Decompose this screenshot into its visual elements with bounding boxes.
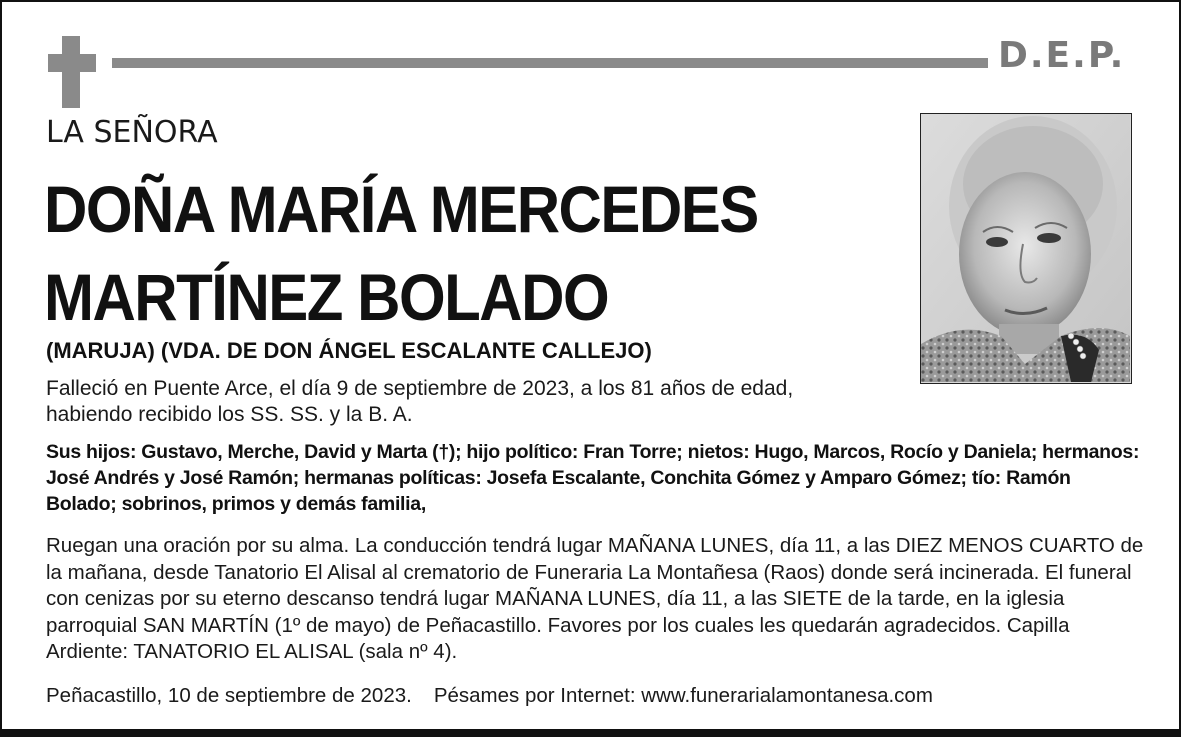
cross-horizontal-bar — [48, 54, 96, 72]
portrait-photo — [920, 113, 1132, 384]
dep-label: D.E.P. — [998, 35, 1126, 76]
death-details-line-1: Falleció en Puente Arce, el día 9 de septiembre de 2023, a los 81 años de edad, — [46, 377, 794, 400]
condolences-link[interactable]: Pésames por Internet: www.funerarialamontanesa.com — [433, 684, 933, 707]
deceased-name — [44, 166, 894, 342]
death-details-line-2: habiendo recibido los SS. SS. y la B. A. — [46, 403, 413, 426]
ceremony-details: Ruegan una oración por su alma. La conducción tendrá lugar MAÑANA LUNES, día 11, a las DIEZ MENOS CUARTO de la mañana, desde Tanatorio El Alisal al crematorio de Funeraria La Montañesa (Raos) donde será incinerada. El funeral con cenizas por su eterno descanso tendrá lugar MAÑANA LUNES, día 11, a las SIETE de la tarde, en la iglesia parroquial SAN MARTÍN (1º de mayo) de Peñacastillo. Favores por los cuales les quedarán agradecidos. Capilla Ardiente: TANATORIO EL ALISAL (sala nº 4). — [46, 534, 1144, 663]
title-prefix: LA SEÑORA — [46, 115, 218, 150]
notice-footer — [46, 683, 1146, 709]
deceased-name-line-1: DOÑA MARÍA MERCEDES — [44, 172, 758, 247]
deceased-name-line-2: MARTÍNEZ BOLADO — [44, 260, 609, 335]
cross-vertical-bar — [62, 36, 80, 108]
family-list: Sus hijos: Gustavo, Merche, David y Marta (†); hijo político: Fran Torre; nietos: Hugo, Marcos, Rocío y Daniela; hermanos: José Andrés y José Ramón; hermanas políticas: Josefa Escalante, Conchita Gómez y Amparo Gómez; tío: Ramón Bolado; sobrinos, primos y demás familia, — [46, 441, 1140, 515]
death-details — [46, 376, 866, 428]
header-rule — [112, 58, 988, 68]
place-date: Peñacastillo, 10 de septiembre de 2023. — [46, 684, 412, 707]
deceased-alias: (MARUJA) (VDA. DE DON ÁNGEL ESCALANTE CALLEJO) — [46, 338, 652, 363]
